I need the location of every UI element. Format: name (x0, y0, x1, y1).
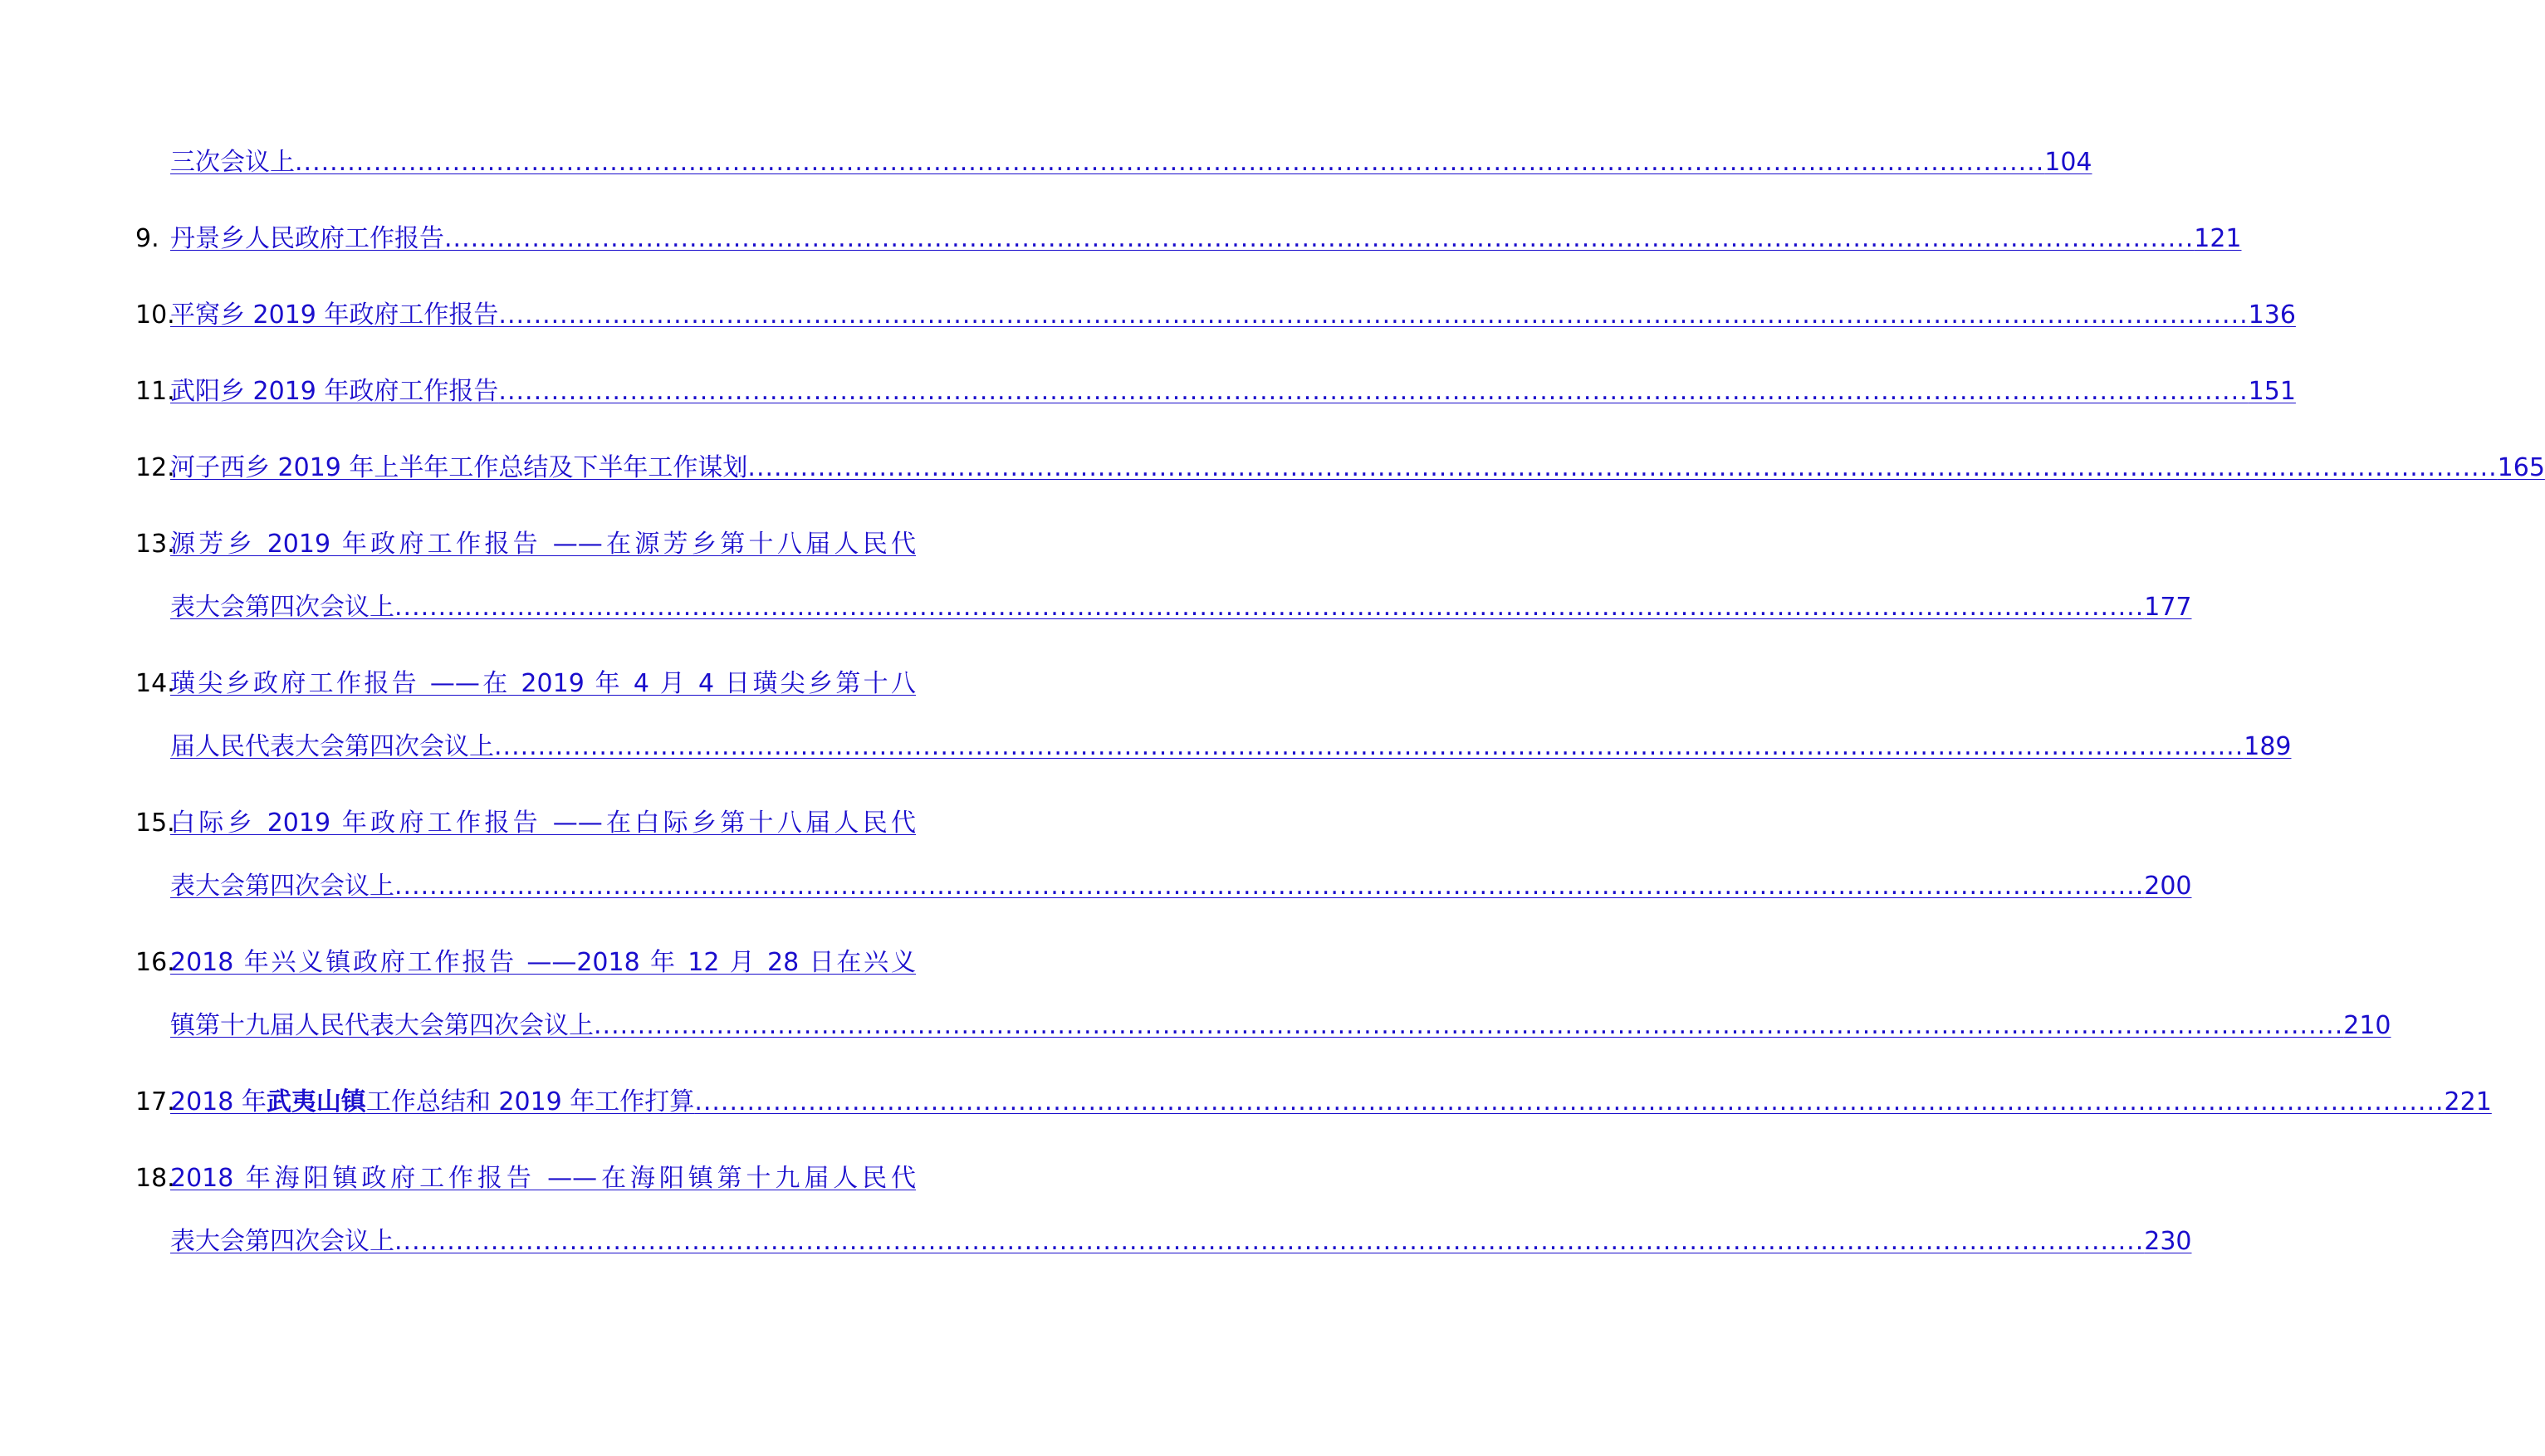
toc-entry-15-link-line-2[interactable] (170, 870, 2192, 903)
toc-leader-dots: ........................................................................................................................................................................................................ (394, 872, 2145, 901)
toc-leader-dots: ........................................................................................................................................................................................................ (444, 224, 2195, 253)
toc-entry-8-page: 104 (2044, 148, 2092, 177)
toc-entry-9-title: 丹景乡人民政府工作报告 (170, 224, 444, 253)
toc-leader-dots: ........................................................................................................................................................................................................ (498, 300, 2249, 330)
toc-entry-17-title-bold: 武夷山镇 (266, 1087, 366, 1116)
toc-entry-17-page: 221 (2444, 1087, 2492, 1116)
toc-entry-10-number: 10. (135, 300, 175, 330)
toc-entry-12-link[interactable] (170, 452, 2545, 485)
toc-entry-12-title: 河子西乡 2019 年上半年工作总结及下半年工作谋划 (170, 453, 748, 482)
toc-entry-15-page: 200 (2144, 872, 2192, 901)
toc-leader-dots: ........................................................................................................................................................................................................ (394, 1227, 2145, 1256)
toc-entry-18-number: 18. (135, 1164, 175, 1193)
toc-entry-10-link[interactable] (170, 299, 2296, 332)
toc-leader-dots: ........................................................................................................................................................................................................ (694, 1087, 2445, 1116)
toc-entry-9-number: 9. (135, 224, 159, 253)
toc-entry-15-number: 15. (135, 809, 175, 838)
toc-entry-11-link[interactable] (170, 375, 2296, 408)
toc-entry-11-title: 武阳乡 2019 年政府工作报告 (170, 377, 499, 406)
toc-entry-16-page: 210 (2343, 1011, 2391, 1040)
toc-entry-15-title-end: 表大会第四次会议上 (170, 872, 394, 901)
toc-entry-13-link-line-2[interactable] (170, 591, 2192, 624)
toc-entry-15-link-line-1[interactable]: 白际乡 2019 年政府工作报告 ——在白际乡第十八届人民代 (170, 809, 916, 838)
toc-entry-14-number: 14. (135, 669, 175, 698)
toc-entry-14-link-line-2[interactable] (170, 730, 2292, 764)
toc-leader-dots: ........................................................................................................................................................................................................ (594, 1011, 2344, 1040)
toc-entry-16-link-line-1[interactable]: 2018 年兴义镇政府工作报告 ——2018 年 12 月 28 日在兴义 (170, 948, 916, 977)
toc-entry-14-title-end: 届人民代表大会第四次会议上 (170, 732, 494, 761)
toc-entry-18-page: 230 (2144, 1227, 2192, 1256)
toc-entry-17-link[interactable] (170, 1086, 2492, 1119)
toc-entry-12-page: 165 (2497, 453, 2545, 482)
toc-entry-10-page: 136 (2248, 300, 2296, 330)
toc-entry-17-title-part-2: 工作总结和 2019 年工作打算 (365, 1087, 695, 1116)
toc-leader-dots: ........................................................................................................................................................................................................ (747, 453, 2498, 482)
toc-entry-17-title-part-1: 2018 年 (170, 1087, 267, 1116)
toc-entry-12-number: 12. (135, 453, 175, 482)
toc-entry-16-link-line-2[interactable] (170, 1009, 2391, 1043)
toc-leader-dots: ........................................................................................................................................................................................................ (295, 148, 2045, 177)
toc-entry-9-page: 121 (2194, 224, 2242, 253)
toc-entry-8-text: 三次会议上 (170, 148, 295, 177)
toc-entry-13-number: 13. (135, 530, 175, 559)
toc-entry-14-page: 189 (2244, 732, 2292, 761)
toc-entry-16-number: 16. (135, 948, 175, 977)
toc-entry-18-link-line-2[interactable] (170, 1225, 2192, 1258)
toc-entry-16-title-end: 镇第十九届人民代表大会第四次会议上 (170, 1011, 594, 1040)
toc-entry-8-link[interactable] (170, 146, 2092, 179)
toc-leader-dots: ........................................................................................................................................................................................................ (498, 377, 2249, 406)
toc-leader-dots: ........................................................................................................................................................................................................ (394, 593, 2145, 622)
toc-leader-dots: ........................................................................................................................................................................................................ (494, 732, 2244, 761)
toc-entry-14-link-line-1[interactable]: 璜尖乡政府工作报告 ——在 2019 年 4 月 4 日璜尖乡第十八 (170, 669, 916, 698)
toc-entry-17-number: 17. (135, 1087, 175, 1116)
toc-entry-10-title: 平窝乡 2019 年政府工作报告 (170, 300, 499, 330)
toc-entry-11-number: 11. (135, 377, 175, 406)
toc-entry-9-link[interactable] (170, 222, 2242, 256)
toc-entry-13-page: 177 (2144, 593, 2192, 622)
toc-entry-18-link-line-1[interactable]: 2018 年海阳镇政府工作报告 ——在海阳镇第十九届人民代 (170, 1164, 916, 1193)
toc-entry-13-title-end: 表大会第四次会议上 (170, 593, 394, 622)
toc-entry-18-title-end: 表大会第四次会议上 (170, 1227, 394, 1256)
toc-entry-11-page: 151 (2248, 377, 2296, 406)
toc-entry-13-link-line-1[interactable]: 源芳乡 2019 年政府工作报告 ——在源芳乡第十八届人民代 (170, 530, 916, 559)
toc-entry-17-title (170, 1086, 694, 1119)
